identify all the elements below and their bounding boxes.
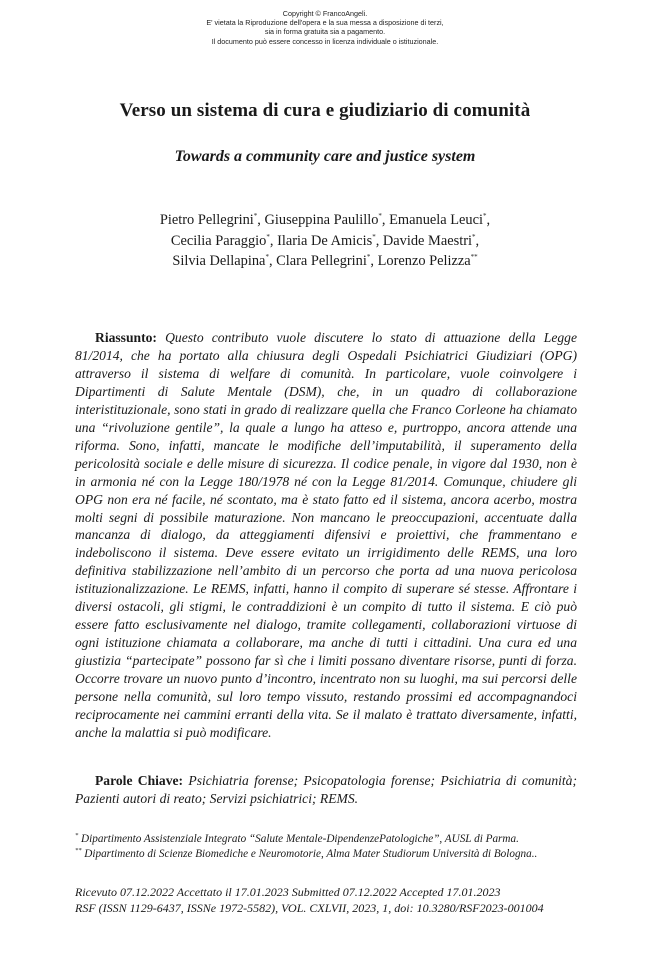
copyright-line: Copyright © FrancoAngeli.: [282, 9, 368, 18]
keywords-text: Psichiatria forense; Psicopatologia forense; Psichiatria di comunità; Pazienti autori di reato; Servizi psichiatrici; REMS.: [75, 773, 578, 806]
author-name: Davide Maestri: [382, 232, 473, 249]
author-line: Cecilia Paraggio*, Ilaria De Amicis*, Davide Maestri*,: [170, 232, 480, 249]
affiliation-mark: *: [253, 212, 258, 220]
author-name: Cecilia Paraggio: [170, 232, 267, 249]
affiliation-mark: *: [366, 253, 371, 262]
copyright-notice: [0, 9, 650, 46]
affiliation-mark: *: [378, 212, 382, 220]
copyright-line: sia in forma gratuita sia a pagamento.: [264, 27, 386, 37]
received-dates: Ricevuto 07.12.2022 Accettato il 17.01.2023 Submitted 07.12.2022 Accepted 17.01.2023: [75, 885, 501, 899]
keywords-label: Parole Chiave:: [95, 773, 184, 788]
footnote-mark: *: [75, 832, 79, 839]
footnote-text: Dipartimento Assistenziale Integrato “Salute Mentale-DipendenzePatologiche”, AUSL di Parma.: [81, 833, 519, 845]
footnote: [75, 832, 580, 847]
author-name: Ilaria De Amicis: [277, 232, 373, 249]
footnote: [75, 847, 580, 862]
keywords: [75, 772, 577, 808]
author-name: Silvia Dellapina: [172, 253, 266, 270]
abstract-label: Riassunto:: [95, 330, 157, 345]
author-name: Emanuela Leuci: [389, 212, 484, 228]
footnote-mark: **: [75, 846, 82, 854]
author-list: [0, 210, 650, 272]
paper-subtitle: Towards a community care and justice system: [174, 148, 476, 165]
copyright-line: E' vietata la Riproduzione dell'opera e la sua messa a disposizione di terzi,: [206, 18, 444, 28]
author-name: Giuseppina Paulillo: [264, 212, 379, 228]
affiliation-mark: *: [265, 253, 269, 262]
affiliation-mark: *: [483, 212, 487, 220]
author-name: Clara Pellegrini: [276, 253, 367, 270]
paper-title: Verso un sistema di cura e giudiziario di comunità: [119, 100, 531, 121]
footnote-text: Dipartimento di Scienze Biomediche e Neuromotorie, Alma Mater Studiorum Università di Bologna..: [84, 847, 538, 860]
copyright-line: Il documento può essere concesso in licenza individuale o istituzionale.: [211, 36, 439, 46]
footnotes: [75, 832, 580, 861]
journal-citation: RSF (ISSN 1129-6437, ISSNe 1972-5582), VOL. CXLVII, 2023, 1, doi: 10.3280/RSF2023-001004: [75, 900, 544, 915]
author-line: Pietro Pellegrini*, Giuseppina Paulillo*, Emanuela Leuci*,: [159, 212, 491, 228]
abstract: [75, 329, 577, 742]
author-name: Pietro Pellegrini: [159, 212, 254, 228]
affiliation-mark: *: [372, 232, 376, 241]
abstract-text: Questo contributo vuole discutere lo stato di attuazione della Legge 81/2014, che ha portato alla chiusura degli Ospedali Psichiatrici Giudiziari (OPG) attraverso il sistema di welfare di comunità. In particolare, vuole coinvolgere i Dipartimenti di Salute Mentale (DSM), che, in un quadro di collaborazione interistituzionale, sono stati in grado di realizzare quella che Franco Corleone ha chiamato una “rivoluzione gentile”, la quale a lungo ha atteso e, purtroppo, ancora attende una riforma. Sono, infatti, mancate le modifiche dell’imputabilità, il superamento della pericolosità sociale e delle misure di sicurezza. Il codice penale, in vigore dal 1930, non è in armonia né con la Legge 180/1978 né con la Legge 81/2014. Comunque, chiudere gli OPG non era né facile, né scontato, ma è stato fatto ed il sistema, ancora acerbo, mostra molti segni di possibile maturazione. Non mancano le preoccupazioni, accentuate dalla mancanza di dialogo, da atteggiamenti difensivi e proiettivi, che frammentano e indeboliscono il sistema. Deve essere evitato un irrigidimento delle REMS, una loro definitiva stabilizzazione nell’ambito di un percorso che porta ad una nuova pericolosa istituzionalizzazione. Le REMS, infatti, hanno il compito di superare sé stesse. Affrontare i diversi ostacoli, gli stigmi, le contraddizioni è un compito di tutto il sistema. E ciò può essere fatto esclusivamente nel dialogo, tramite collegamenti, collaborazioni virtuose di ogni istituzione chiamata a collaborare, ma anche di tutti i cittadini. Una cura ed una giustizia “partecipate” possono far sì che i limiti possano diventare risorse, punti di forza. Occorre trovare un nuovo punto d’incontro, incentrato non su luoghi, ma sui percorsi delle persone nella comunità, sul loro tempo vissuto, restando prossimi ed accompagnandoci reciprocamente nei cammini erranti della vita. Se il malato è trattato diversamente, infatti, anche la malattia si può modificare.: [75, 330, 577, 740]
affiliation-mark: *: [266, 232, 270, 241]
affiliation-mark: **: [470, 253, 478, 262]
author-name: Lorenzo Pelizza: [377, 253, 471, 270]
author-line: Silvia Dellapina*, Clara Pellegrini*, Lorenzo Pelizza**: [172, 253, 478, 270]
affiliation-mark: *: [472, 232, 476, 241]
publication-info: [75, 885, 585, 916]
